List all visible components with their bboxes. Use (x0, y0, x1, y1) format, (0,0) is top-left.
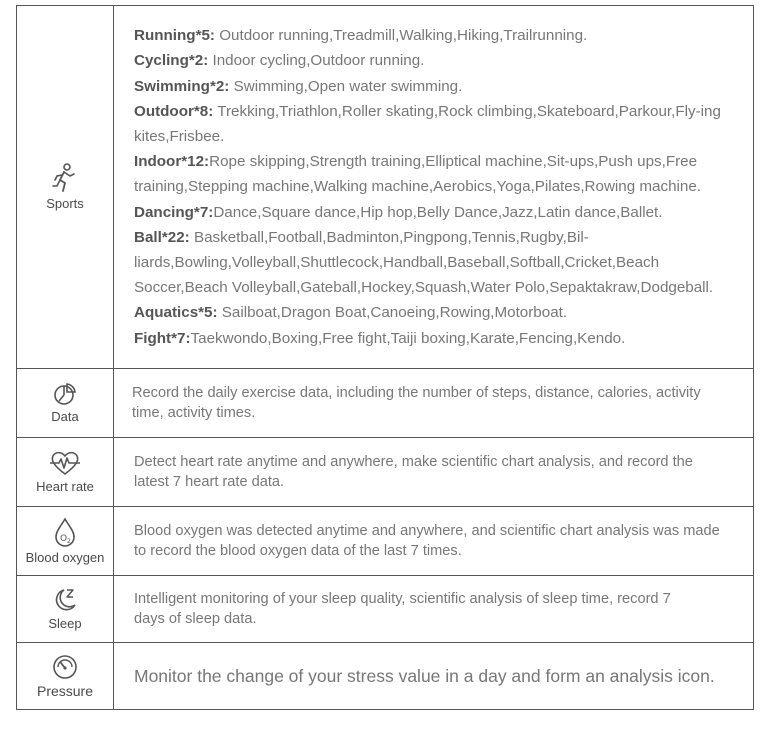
sports-category-item (134, 225, 734, 301)
heart-pulse-icon (49, 450, 81, 476)
sports-category-name: Running*5: (134, 27, 215, 45)
sleep-label: Sleep (48, 616, 82, 631)
sports-category-items: Dance,Square dance,Hip hop,Belly Dance,Jazz,Latin dance,Ballet. (213, 203, 663, 221)
heart-text-cell (114, 438, 753, 506)
pressure-description: Monitor the change of your stress value in a day and form an analysis icon. (134, 666, 715, 686)
sports-category-items: Outdoor running,Treadmill,Walking,Hiking,Trailrunning. (215, 27, 588, 45)
sports-category-name: Cycling*2: (134, 52, 209, 70)
sports-category-item (134, 74, 734, 99)
data-label: Data (51, 409, 79, 424)
sports-category-name: Aquatics*5: (134, 304, 218, 322)
sports-category-item (134, 300, 734, 325)
oxygen-text-cell (114, 507, 753, 575)
sports-category-items: Swimming,Open water swimming. (229, 77, 463, 95)
heart-rate-row (16, 437, 754, 507)
sports-category-items: Indoor cycling,Outdoor running. (208, 52, 425, 70)
heart-rate-label: Heart rate (36, 479, 94, 494)
pressure-row (16, 642, 754, 710)
gauge-icon (52, 654, 78, 680)
sports-category-name: Fight*7: (134, 329, 191, 347)
sports-category-name: Ball*22: (134, 228, 190, 246)
sports-text-cell (114, 6, 753, 368)
data-text-cell (114, 369, 753, 437)
oxygen-icon-cell (17, 507, 114, 575)
sports-icon-cell (17, 6, 114, 368)
running-person-icon (52, 163, 78, 193)
sports-category-item (134, 48, 734, 73)
heart-icon-cell (17, 438, 114, 506)
data-icon-cell (17, 369, 114, 437)
blood-oxygen-label: Blood oxygen (25, 550, 105, 565)
sports-category-item (134, 99, 734, 149)
data-description: Record the daily exercise data, including the number of steps, distance, calories, activity time, activity times. (132, 385, 701, 421)
sleep-icon-cell (17, 576, 114, 642)
sports-category-item (134, 149, 734, 199)
sleep-row (16, 575, 754, 643)
sports-category-name: Swimming*2: (134, 77, 230, 95)
sports-category-item (134, 326, 734, 351)
pressure-text-cell (114, 643, 753, 709)
svg-text:O: O (60, 534, 68, 544)
sports-category-item (134, 200, 734, 225)
sports-row (16, 5, 754, 369)
blood-oxygen-description: Blood oxygen was detected anytime and anywhere, and scientific chart analysis was made to record the blood oxygen data of the last 7 times. (134, 523, 720, 559)
data-row (16, 368, 754, 438)
sports-category-items: Rope skipping,Strength training,Elliptical machine,Sit-ups,Push ups,Free training,Stepping machine,Walking machine,Aerobics,Yoga,Pilates,Rowing machine. (134, 153, 702, 196)
pressure-icon-cell (17, 643, 114, 709)
sports-category-items: Basketball,Football,Badminton,Pingpong,Tennis,Rugby,Bil-liards,Bowling,Volleyball,Shuttlecock,Handball,Baseball,Softball,Cricket,Beach Soccer,Beach Volleyball,Gateball,Hockey,Squash,Water Polo,Sepaktakraw,Dodgeball. (134, 228, 714, 297)
sleep-description: Intelligent monitoring of your sleep quality, scientific analysis of sleep time, record 7 days of sleep data. (134, 591, 671, 627)
sports-category-list (134, 23, 734, 351)
sports-category-name: Indoor*12: (134, 153, 210, 171)
sports-label: Sports (46, 196, 84, 211)
sports-category-item (134, 23, 734, 48)
sports-category-items: Sailboat,Dragon Boat,Canoeing,Rowing,Motorboat. (217, 304, 568, 322)
moon-sleep-icon (51, 587, 79, 613)
blood-oxygen-row (16, 506, 754, 576)
sports-category-items: Trekking,Triathlon,Roller skating,Rock climbing,Skateboard,Parkour,Fly-ing kites,Frisbee. (134, 102, 721, 145)
sports-category-name: Outdoor*8: (134, 102, 214, 120)
sports-category-name: Dancing*7: (134, 203, 214, 221)
pressure-label: Pressure (36, 682, 94, 699)
sports-category-items: Taekwondo,Boxing,Free fight,Taiji boxing,Karate,Fencing,Kendo. (190, 329, 626, 347)
sleep-text-cell (114, 576, 753, 642)
svg-text:2: 2 (67, 538, 71, 545)
heart-rate-description: Detect heart rate anytime and anywhere, make scientific chart analysis, and record the latest 7 heart rate data. (134, 454, 693, 490)
pie-chart-icon (53, 382, 77, 406)
blood-drop-o2-icon (53, 517, 77, 547)
